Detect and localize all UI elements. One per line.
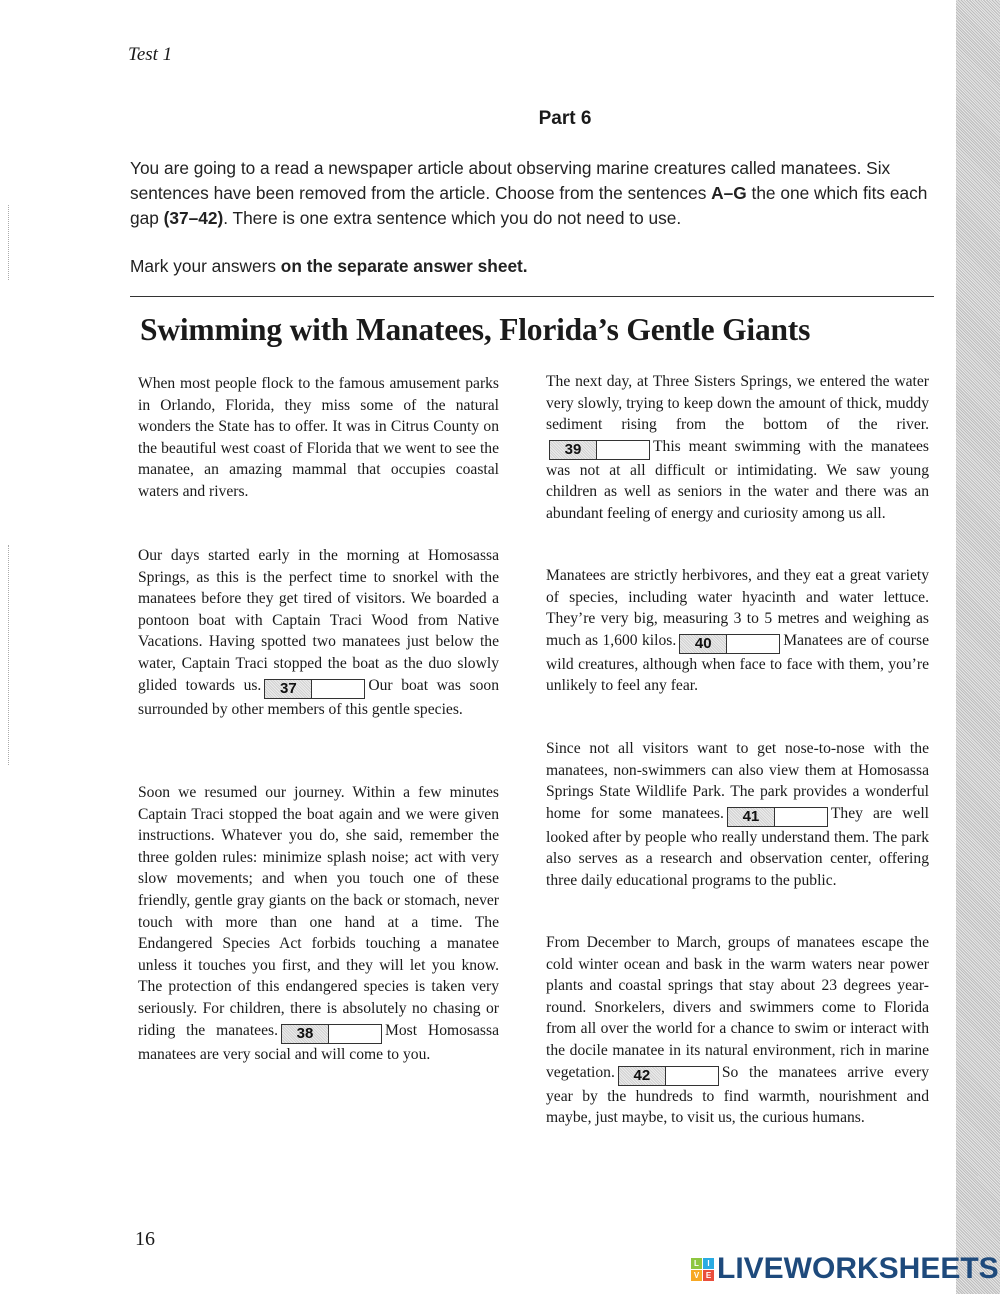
answer-input-42[interactable] [666,1067,718,1085]
instructions: You are going to a read a newspaper article about observing marine creatures called manatees. Six sentences have been removed from the article. Choose from the sentences A–G the one which fits each gap (37–42). There is one extra sentence which you do not need to use. [130,158,928,228]
gap-40: 40 [679,634,780,654]
page-number: 16 [135,1228,155,1250]
part-title: Part 6 [538,108,592,129]
live-blocks-icon: L I V E [691,1258,714,1281]
answer-input-41[interactable] [775,808,827,826]
scan-mark [8,205,10,280]
paragraph: Our days started early in the morning at Homosassa Springs, as this is the perfect time to snorkel with the manatees before they get tired of visitors. We boarded a pontoon boat with Captain Traci Wood from Native Vacations. Having spotted two manatees just below the water, Captain Traci stopped the boat as the duo slowly glided towards us. 37 Our boat was soon surrounded by other members of this gentle species. [138,547,499,718]
gap-37: 37 [264,679,365,699]
paragraph: Soon we resumed our journey. Within a few minutes Captain Traci stopped the boat again and we were given instructions. Whatever you do, she said, remember the three golden rules: minimize splash noise; act with very slow movements; and when you touch one of these friendly, gentle gray giants on the back or stomach, never touch with more than one hand at a time. The Endangered Species Act forbids touching a manatee unless it touches you first, and they will let you know. The protection of this endangered species is taken very seriously. For children, there is absolutely no chasing or riding the manatees. 38 Most Homosassa manatees are very social and will come to you. [138,784,499,1063]
paragraph: The next day, at Three Sisters Springs, we entered the water very slowly, trying to keep down the amount of thick, muddy sediment rising from the bottom of the river. 39 This meant swimming with the manatees was not at all difficult or intimidating. We saw young children as well as seniors in the water and there was an abundant feeling of energy and curiosity among us all. [546,373,929,522]
answer-input-40[interactable] [727,635,779,653]
gap-41: 41 [727,807,828,827]
article-title: Swimming with Manatees, Florida’s Gentle Giants [140,312,811,347]
scan-edge-shading [956,0,1000,1294]
liveworksheets-logo: L I V E LIVEWORKSHEETS [691,1252,999,1286]
paragraph: From December to March, groups of manatees escape the cold winter ocean and bask in the warm waters near power plants and coastal springs that stay about 23 degrees year-round. Snorkelers, divers and swimmers come to Florida from all over the world for a chance to swim or interact with the docile manatee in its natural environment, rich in marine vegetation. 42 So the manatees arrive every year by the hundreds to find warmth, nourishment and maybe, just maybe, to visit us, the curious humans. [546,934,929,1127]
gap-42: 42 [618,1066,719,1086]
answer-input-37[interactable] [312,680,364,698]
paragraph: Manatees are strictly herbivores, and they eat a great variety of species, including water hyacinth and water lettuce. They’re very big, measuring 3 to 5 metres and weighing as much as 1,600 kilos. 40 Manatees are of course wild creatures, although when face to face with them, you’re unlikely to feel any fear. [546,567,929,695]
answer-input-39[interactable] [597,441,649,459]
gap-38: 38 [281,1024,382,1044]
answer-input-38[interactable] [329,1025,381,1043]
divider [130,296,934,297]
paragraph: When most people flock to the famous amusement parks in Orlando, Florida, they miss some of the natural wonders the State has to offer. It was in Citrus County on the beautiful west coast of Florida that we went to see the manatee, an amazing mammal that occupies coastal waters and rivers. [138,375,499,500]
answer-sheet-note: Mark your answers on the separate answer sheet. [130,256,528,276]
gap-39: 39 [549,440,650,460]
test-label: Test 1 [128,44,173,65]
paragraph: Since not all visitors want to get nose-to-nose with the manatees, non-swimmers can also view them at Homosassa Springs State Wildlife Park. The park provides a wonderful home for some manatees. 41 They are well looked after by people who really understand them. The park also serves as a research and observation center, offering three daily educational programs to the public. [546,740,929,889]
scan-mark [8,545,10,765]
